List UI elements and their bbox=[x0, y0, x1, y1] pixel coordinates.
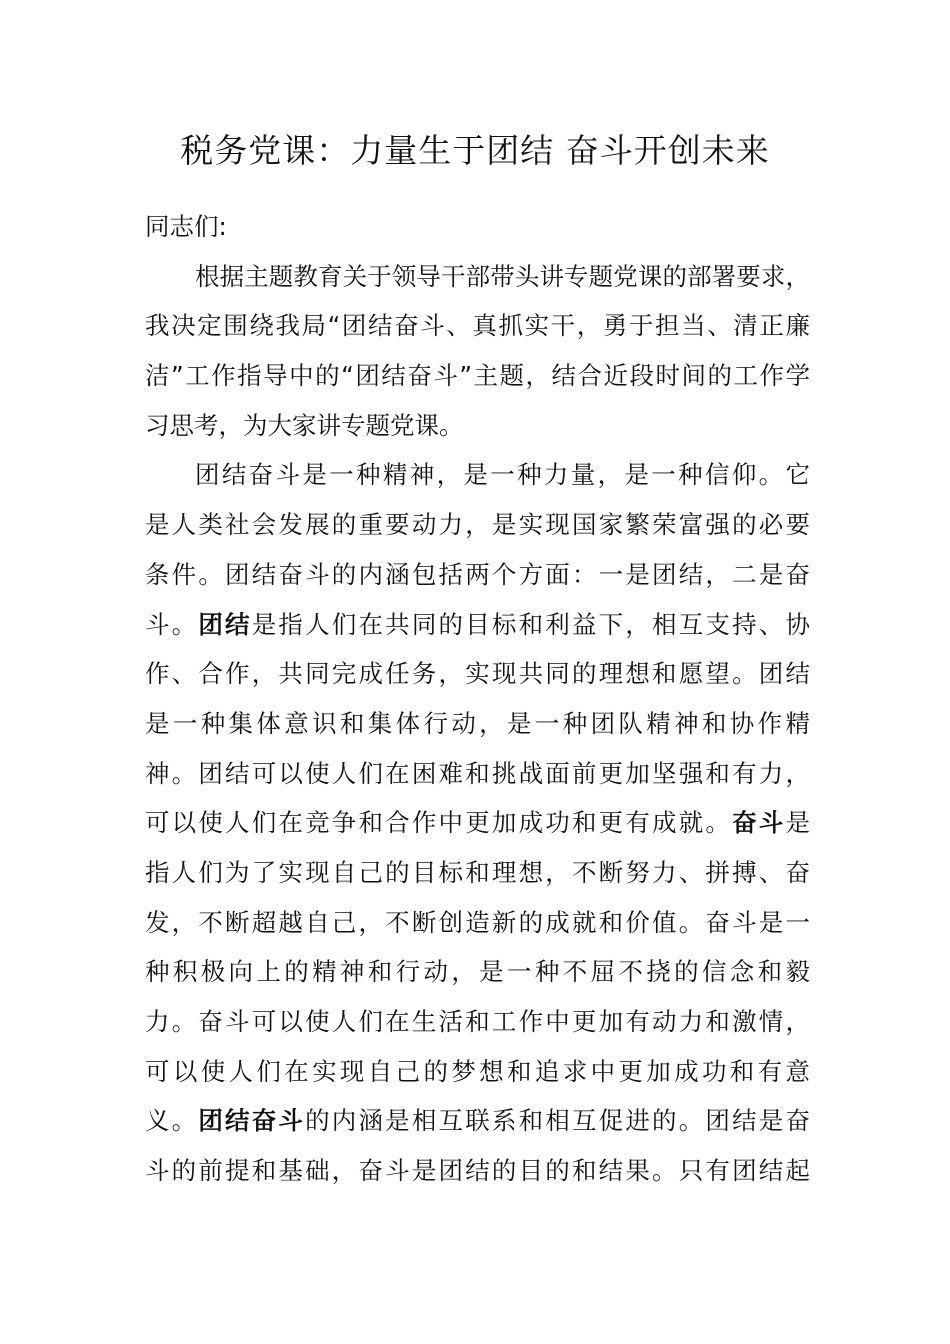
text-run: 是指人们在共同的目标和利益下，相互支持、协 bbox=[251, 609, 810, 639]
text-line: 可以使人们在实现自己的梦想和追求中更加成功和有意 bbox=[145, 1056, 810, 1086]
text-line: 根据主题教育关于领导干部带头讲专题党课的部署要求， bbox=[195, 261, 810, 291]
text-line: 习思考，为大家讲专题党课。 bbox=[145, 410, 464, 440]
text-line-mixed bbox=[145, 600, 810, 650]
text-line-mixed bbox=[145, 1096, 810, 1146]
text-line: 是一种集体意识和集体行动，是一种团队精神和协作精 bbox=[145, 708, 810, 738]
text-run: 斗。 bbox=[145, 609, 199, 639]
text-run: 的内涵是相互联系和相互促进的。团结是奋 bbox=[305, 1106, 810, 1136]
salutation: 同志们: bbox=[145, 212, 227, 241]
paragraph-intro bbox=[145, 252, 810, 451]
text-run: 义。 bbox=[145, 1106, 199, 1136]
bold-term-unity: 团结 bbox=[198, 609, 252, 639]
text-line-mixed bbox=[145, 798, 810, 848]
text-line: 指人们为了实现自己的目标和理想，不断努力、拼搏、奋 bbox=[145, 857, 810, 887]
document-title: 税务党课：力量生于团结 奋斗开创未来 bbox=[180, 131, 770, 170]
paragraph-meaning bbox=[145, 450, 810, 1195]
text-line: 种积极向上的精神和行动，是一种不屈不挠的信念和毅 bbox=[145, 957, 810, 987]
text-line: 我决定围绕我局“团结奋斗、真抓实干，勇于担当、清正廉 bbox=[145, 311, 810, 341]
text-line: 是人类社会发展的重要动力，是实现国家繁荣富强的必要 bbox=[145, 510, 810, 540]
text-line: 斗的前提和基础，奋斗是团结的目的和结果。只有团结起 bbox=[145, 1156, 810, 1186]
text-run: 可以使人们在竞争和合作中更加成功和更有成就。 bbox=[145, 808, 733, 838]
text-line: 洁”工作指导中的“团结奋斗”主题，结合近段时间的工作学 bbox=[145, 361, 810, 391]
text-line: 发，不断超越自己，不断创造新的成就和价值。奋斗是一 bbox=[145, 907, 810, 937]
bold-term-unity-striving: 团结奋斗 bbox=[198, 1106, 306, 1136]
bold-term-striving: 奋斗 bbox=[732, 808, 786, 838]
document-body bbox=[145, 202, 810, 1196]
text-line: 团结奋斗是一种精神，是一种力量，是一种信仰。它 bbox=[195, 460, 810, 490]
text-line: 作、合作，共同完成任务，实现共同的理想和愿望。团结 bbox=[145, 659, 810, 689]
text-run: 是 bbox=[785, 808, 810, 838]
text-line: 神。团结可以使人们在困难和挑战面前更加坚强和有力， bbox=[145, 758, 810, 788]
text-line: 条件。团结奋斗的内涵包括两个方面：一是团结，二是奋 bbox=[145, 559, 810, 589]
text-line: 力。奋斗可以使人们在生活和工作中更加有动力和激情， bbox=[145, 1007, 810, 1036]
